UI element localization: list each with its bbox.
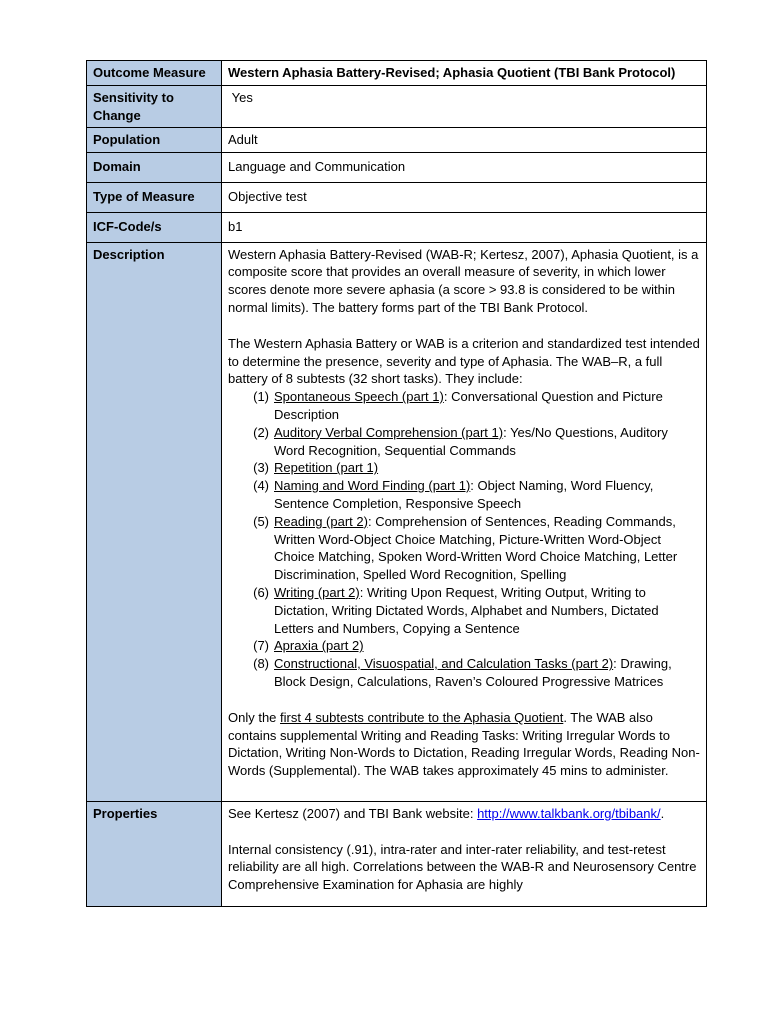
description-label: Description	[87, 242, 222, 801]
type-value: Objective test	[222, 182, 707, 212]
subtest-number: (4)	[253, 478, 269, 494]
domain-label: Domain	[87, 153, 222, 183]
subtest-item: (6) Writing (part 2): Writing Upon Request, Writing Output, Writing to Dictation, Writing Dictated Words, Alphabet and Numbers, Dictated Letters and Numbers, Copying a Sentence	[228, 584, 700, 637]
population-label: Population	[87, 128, 222, 153]
type-row	[87, 182, 707, 212]
subtest-detail: Comprehension of Sentences, Reading Commands, Written Word-Object Choice Matching, Picture-Written Word-Object Choice Matching, Spoken Word-Written Word Choice Matching, Letter Discrimination, Spelled Word Recognition, Spelling	[274, 513, 678, 583]
type-label: Type of Measure	[87, 182, 222, 212]
subtest-number: (8)	[253, 656, 269, 672]
subtest-detail: Writing Upon Request, Writing Output, Writing to Dictation, Writing Dictated Words, Alphabet and Numbers, Dictated Letters and Numbers, Copying a Sentence	[274, 584, 659, 636]
subtest-name: Writing (part 2)	[274, 584, 360, 600]
subtest-number: (7)	[253, 638, 269, 654]
properties-label: Properties	[87, 801, 222, 906]
aphasia-quotient-note: first 4 subtests contribute to the Aphasia Quotient	[280, 709, 564, 725]
subtest-number: (3)	[253, 460, 269, 476]
population-row	[87, 128, 707, 153]
subtest-list	[228, 388, 700, 691]
icf-label: ICF-Code/s	[87, 212, 222, 242]
subtest-name: Naming and Word Finding (part 1)	[274, 478, 471, 494]
subtest-number: (2)	[253, 424, 269, 440]
subtest-number: (5)	[253, 513, 269, 529]
icf-row	[87, 212, 707, 242]
description-row	[87, 242, 707, 801]
subtest-detail: Conversational Question and Picture Description	[274, 389, 663, 422]
description-paragraph-3: Only the first 4 subtests contribute to the Aphasia Quotient. The WAB also contains supplemental Writing and Reading Tasks: Writing Irregular Words to Dictation, Writing Non-Words to Dictation, Reading Irregular Words, Reading Non-Words (Supplemental). The WAB takes approximately 45 mins to administer.	[228, 709, 700, 779]
description-value	[222, 242, 707, 801]
subtest-name: Spontaneous Speech (part 1)	[274, 389, 444, 405]
subtest-name: Reading (part 2)	[274, 513, 368, 529]
subtest-detail: Drawing, Block Design, Calculations, Raven’s Coloured Progressive Matrices	[274, 656, 672, 689]
subtest-name: Constructional, Visuospatial, and Calculation Tasks (part 2)	[274, 656, 614, 672]
properties-row	[87, 801, 707, 906]
tbibank-link[interactable]: http://www.talkbank.org/tbibank/	[477, 805, 661, 821]
subtest-item: (2) Auditory Verbal Comprehension (part 1): Yes/No Questions, Auditory Word Recognition, Sequential Commands	[228, 424, 700, 460]
sensitivity-row	[87, 85, 707, 128]
subtest-item: (1) Spontaneous Speech (part 1): Conversational Question and Picture Description	[228, 388, 700, 424]
domain-row	[87, 153, 707, 183]
properties-paragraph-1: See Kertesz (2007) and TBI Bank website: http://www.talkbank.org/tbibank/.	[228, 805, 665, 821]
subtest-detail: Object Naming, Word Fluency, Sentence Completion, Responsive Speech	[274, 478, 654, 511]
properties-value	[222, 801, 707, 906]
subtest-number: (6)	[253, 584, 269, 600]
population-value: Adult	[222, 128, 707, 153]
sensitivity-value	[222, 85, 707, 128]
sensitivity-value-text: Yes	[231, 89, 253, 105]
subtest-detail: Yes/No Questions, Auditory Word Recognition, Sequential Commands	[274, 424, 668, 458]
domain-value: Language and Communication	[222, 153, 707, 183]
outcome-measure-table	[86, 60, 707, 907]
properties-paragraph-2: Internal consistency (.91), intra-rater and inter-rater reliability, and test-retest reliability are all high. Correlations between the WAB-R and Neurosensory Centre Comprehensive Examination for Aphasia are highly	[228, 841, 697, 893]
description-paragraph-1: Western Aphasia Battery-Revised (WAB-R; Kertesz, 2007), Aphasia Quotient, is a composite score that provides an overall measure of severity, in which lower scores denote more severe aphasia (a score > 93.8 is considered to be within normal limits). The battery forms part of the TBI Bank Protocol.	[228, 246, 699, 315]
title-row	[87, 61, 707, 86]
sensitivity-label: Sensitivity to Change	[87, 85, 222, 128]
measure-title: Western Aphasia Battery-Revised; Aphasia Quotient (TBI Bank Protocol)	[222, 61, 707, 86]
subtest-item	[228, 637, 700, 655]
subtest-item	[228, 459, 700, 477]
subtest-name: Repetition (part 1)	[274, 460, 379, 476]
outcome-measure-label: Outcome Measure	[87, 61, 222, 86]
subtest-number: (1)	[253, 389, 269, 405]
subtest-name: Apraxia (part 2)	[274, 638, 364, 654]
subtest-item: (4) Naming and Word Finding (part 1): Object Naming, Word Fluency, Sentence Completion, Responsive Speech	[228, 477, 700, 513]
subtest-item: (8) Constructional, Visuospatial, and Calculation Tasks (part 2): Drawing, Block Design, Calculations, Raven’s Coloured Progressive Matrices	[228, 655, 700, 691]
subtest-item: (5) Reading (part 2): Comprehension of Sentences, Reading Commands, Written Word-Object Choice Matching, Picture-Written Word-Object Choice Matching, Spoken Word-Written Word Choice Matching, Letter Discrimination, Spelled Word Recognition, Spelling	[228, 513, 700, 584]
icf-value: b1	[222, 212, 707, 242]
subtest-name: Auditory Verbal Comprehension (part 1)	[274, 424, 504, 440]
description-paragraph-2: The Western Aphasia Battery or WAB is a criterion and standardized test intended to determine the presence, severity and type of Aphasia. The WAB–R, a full battery of 8 subtests (32 short tasks). They include:	[228, 335, 700, 387]
